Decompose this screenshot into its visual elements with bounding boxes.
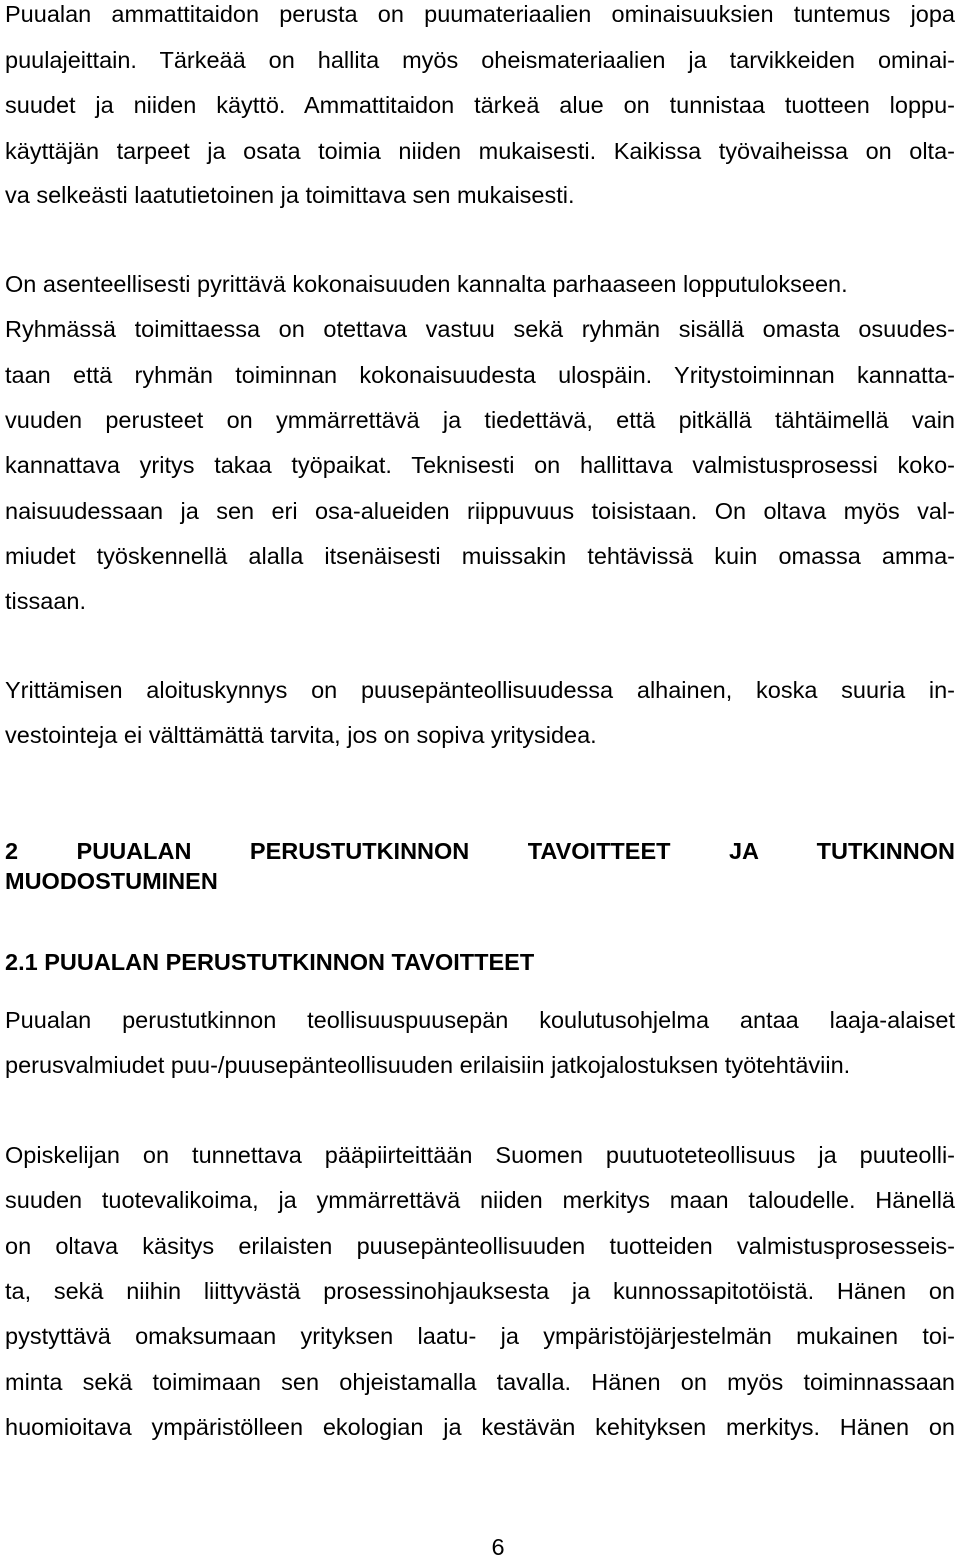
- paragraph-line: ta, sekä niihin liittyvästä prosessinohjauksesta ja kunnossapitotöistä. Hänen on: [5, 1278, 955, 1304]
- paragraph-line: kannattava yritys takaa työpaikat. Teknisesti on hallittava valmistusprosessi koko-: [5, 452, 955, 478]
- paragraph-line: taan että ryhmän toiminnan kokonaisuudesta ulospäin. Yritystoiminnan kannatta-: [5, 362, 955, 388]
- paragraph-line: on oltava käsitys erilaisten puusepänteollisuuden tuotteiden valmistusprosesseis-: [5, 1233, 955, 1259]
- paragraph-line: suudet ja niiden käyttö. Ammattitaidon tärkeä alue on tunnistaa tuotteen loppu-: [5, 92, 955, 118]
- paragraph-line: huomioitava ympäristölleen ekologian ja kestävän kehityksen merkitys. Hänen on: [5, 1414, 955, 1440]
- paragraph-line: On asenteellisesti pyrittävä kokonaisuuden kannalta parhaaseen lopputulokseen.: [5, 271, 848, 297]
- section-heading-line: MUODOSTUMINEN: [5, 868, 218, 894]
- paragraph-line: perusvalmiudet puu-/puusepänteollisuuden erilaisiin jatkojalostuksen työtehtäviin.: [5, 1052, 851, 1078]
- paragraph-line: minta sekä toimimaan sen ohjeistamalla tavalla. Hänen on myös toiminnassaan: [5, 1369, 955, 1395]
- paragraph-line: Puualan perustutkinnon teollisuuspuusepän koulutusohjelma antaa laaja-alaiset: [5, 1007, 955, 1033]
- paragraph-line: käyttäjän tarpeet ja osata toimia niiden mukaisesti. Kaikissa työvaiheissa on olta-: [5, 138, 955, 164]
- paragraph-line: Yrittämisen aloituskynnys on puusepänteollisuudessa alhainen, koska suuria in-: [5, 677, 955, 703]
- paragraph-line: vuuden perusteet on ymmärrettävä ja tiedettävä, että pitkällä tähtäimellä vain: [5, 407, 955, 433]
- paragraph-line: suuden tuotevalikoima, ja ymmärrettävä niiden merkitys maan taloudelle. Hänellä: [5, 1187, 955, 1213]
- paragraph-line: vestointeja ei välttämättä tarvita, jos on sopiva yritysidea.: [5, 722, 597, 748]
- paragraph-line: naisuudessaan ja sen eri osa-alueiden riippuvuus toisistaan. On oltava myös val-: [5, 498, 955, 524]
- section-heading-line: 2 PUUALAN PERUSTUTKINNON TAVOITTEET JA TUTKINNON: [5, 838, 955, 864]
- paragraph-line: tissaan.: [5, 588, 86, 614]
- paragraph-line: puulajeittain. Tärkeää on hallita myös oheismateriaalien ja tarvikkeiden ominai-: [5, 47, 955, 73]
- paragraph-line: pystyttävä omaksumaan yrityksen laatu- ja ympäristöjärjestelmän mukainen toi-: [5, 1323, 955, 1349]
- paragraph-line: Opiskelijan on tunnettava pääpiirteittään Suomen puutuoteteollisuus ja puuteolli-: [5, 1142, 955, 1168]
- page-number: 6: [491, 1534, 505, 1560]
- paragraph-line: miudet työskennellä alalla itsenäisesti muissakin tehtävissä kuin omassa amma-: [5, 543, 955, 569]
- paragraph-line: va selkeästi laatutietoinen ja toimittava sen mukaisesti.: [5, 182, 575, 208]
- paragraph-line: Puualan ammattitaidon perusta on puumateriaalien ominaisuuksien tuntemus jopa: [5, 1, 955, 27]
- subsection-heading: 2.1 PUUALAN PERUSTUTKINNON TAVOITTEET: [5, 949, 535, 975]
- paragraph-line: Ryhmässä toimittaessa on otettava vastuu sekä ryhmän sisällä omasta osuudes-: [5, 316, 955, 342]
